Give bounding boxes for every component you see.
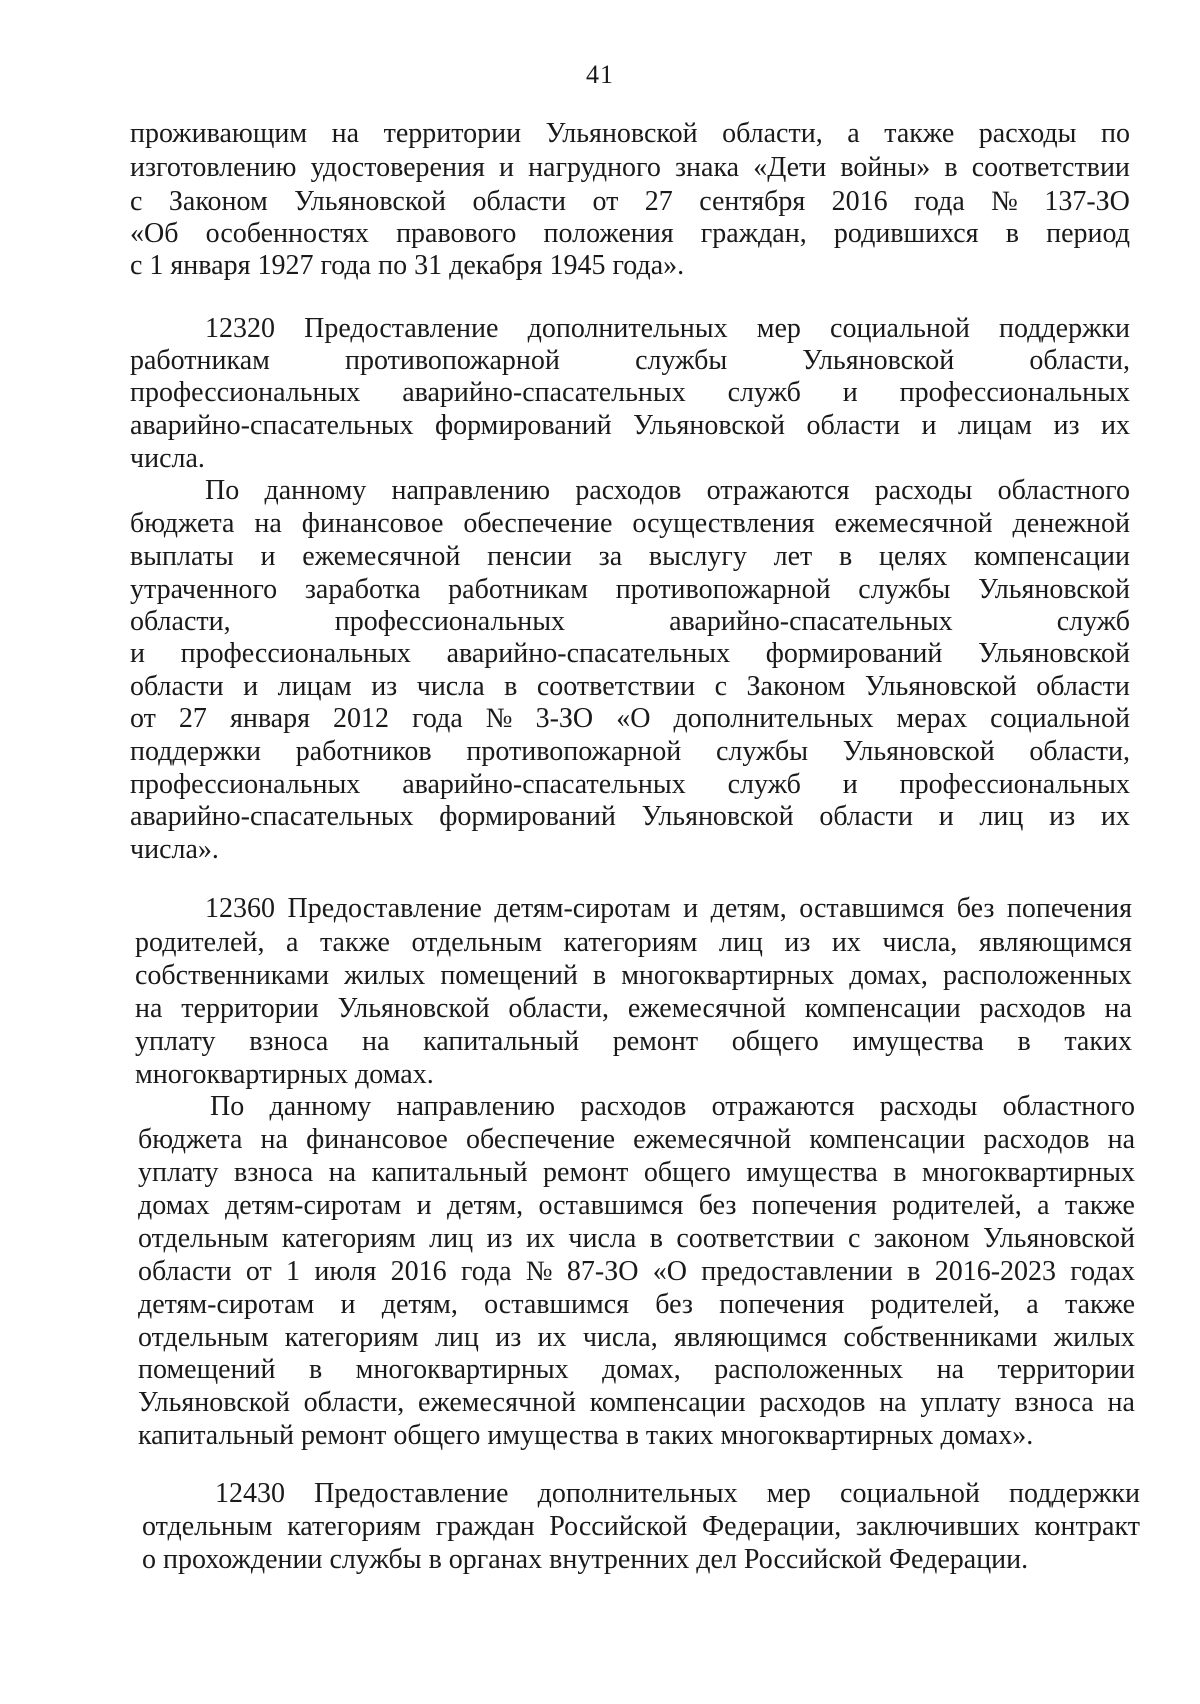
text-line: отдельным категориям лиц из их числа в соответствии с законом Ульяновской	[138, 1223, 1135, 1254]
text-line: изготовлению удостоверения и нагрудного знака «Дети войны» в соответствии	[130, 152, 1130, 183]
text-line: 12320 Предоставление дополнительных мер социальной поддержки	[205, 313, 1130, 344]
text-line: домах детям-сиротам и детям, оставшимся без попечения родителей, а также	[138, 1190, 1135, 1221]
text-line: от 27 января 2012 года № 3-ЗО «О дополнительных мерах социальной	[130, 703, 1130, 734]
text-line: о прохождении службы в органах внутренних дел Российской Федерации.	[142, 1544, 1029, 1575]
text-line: с 1 января 1927 года по 31 декабря 1945 года».	[130, 250, 685, 281]
text-line: с Законом Ульяновской области от 27 сентября 2016 года № 137-ЗО	[130, 186, 1130, 217]
text-line: выплаты и ежемесячной пенсии за выслугу лет в целях компенсации	[130, 541, 1130, 572]
text-line: 12360 Предоставление детям-сиротам и детям, оставшимся без попечения	[205, 893, 1132, 924]
text-line: собственниками жилых помещений в многоквартирных домах, расположенных	[135, 960, 1132, 991]
text-line: утраченного заработка работникам противопожарной службы Ульяновской	[130, 574, 1130, 605]
text-line: уплату взноса на капитальный ремонт общего имущества в многоквартирных	[138, 1157, 1135, 1188]
page-number: 41	[586, 60, 614, 89]
text-line: и профессиональных аварийно-спасательных формирований Ульяновской	[130, 638, 1130, 669]
text-line: проживающим на территории Ульяновской области, а также расходы по	[130, 118, 1130, 149]
text-line: родителей, а также отдельным категориям лиц из их числа, являющимся	[135, 927, 1132, 958]
text-line: бюджета на финансовое обеспечение ежемесячной компенсации расходов на	[138, 1124, 1135, 1155]
text-line: 12430 Предоставление дополнительных мер социальной поддержки	[215, 1478, 1140, 1509]
text-line: профессиональных аварийно-спасательных служб и профессиональных	[130, 377, 1130, 408]
text-line: По данному направлению расходов отражаются расходы областного	[205, 475, 1130, 506]
text-line: профессиональных аварийно-спасательных служб и профессиональных	[130, 769, 1130, 800]
text-line: помещений в многоквартирных домах, расположенных на территории	[138, 1354, 1135, 1385]
text-line: По данному направлению расходов отражаются расходы областного	[210, 1091, 1135, 1122]
text-line: работникам противопожарной службы Ульяновской области,	[130, 345, 1130, 376]
text-line: отдельным категориям граждан Российской Федерации, заключивших контракт	[142, 1511, 1140, 1542]
text-line: капитальный ремонт общего имущества в таких многоквартирных домах».	[138, 1420, 1034, 1451]
text-line: числа.	[130, 443, 205, 474]
text-line: аварийно-спасательных формирований Ульяновской области и лиц из их	[130, 801, 1130, 832]
text-line: отдельным категориям лиц из их числа, являющимся собственниками жилых	[138, 1322, 1135, 1353]
text-line: Ульяновской области, ежемесячной компенсации расходов на уплату взноса на	[138, 1387, 1135, 1418]
text-line: уплату взноса на капитальный ремонт общего имущества в таких	[135, 1026, 1132, 1057]
text-line: аварийно-спасательных формирований Ульяновской области и лицам из их	[130, 410, 1130, 441]
text-line: области от 1 июля 2016 года № 87-ЗО «О предоставлении в 2016-2023 годах	[138, 1256, 1135, 1287]
text-line: бюджета на финансовое обеспечение осуществления ежемесячной денежной	[130, 508, 1130, 539]
text-line: области, профессиональных аварийно-спасательных служб	[130, 606, 1130, 637]
text-line: многоквартирных домах.	[135, 1059, 434, 1090]
text-line: числа».	[130, 834, 219, 865]
text-line: на территории Ульяновской области, ежемесячной компенсации расходов на	[135, 993, 1132, 1024]
text-line: детям-сиротам и детям, оставшимся без попечения родителей, а также	[138, 1289, 1135, 1320]
text-line: поддержки работников противопожарной службы Ульяновской области,	[130, 736, 1130, 767]
text-line: области и лицам из числа в соответствии с Законом Ульяновской области	[130, 671, 1130, 702]
text-line: «Об особенностях правового положения граждан, родившихся в период	[130, 218, 1130, 249]
